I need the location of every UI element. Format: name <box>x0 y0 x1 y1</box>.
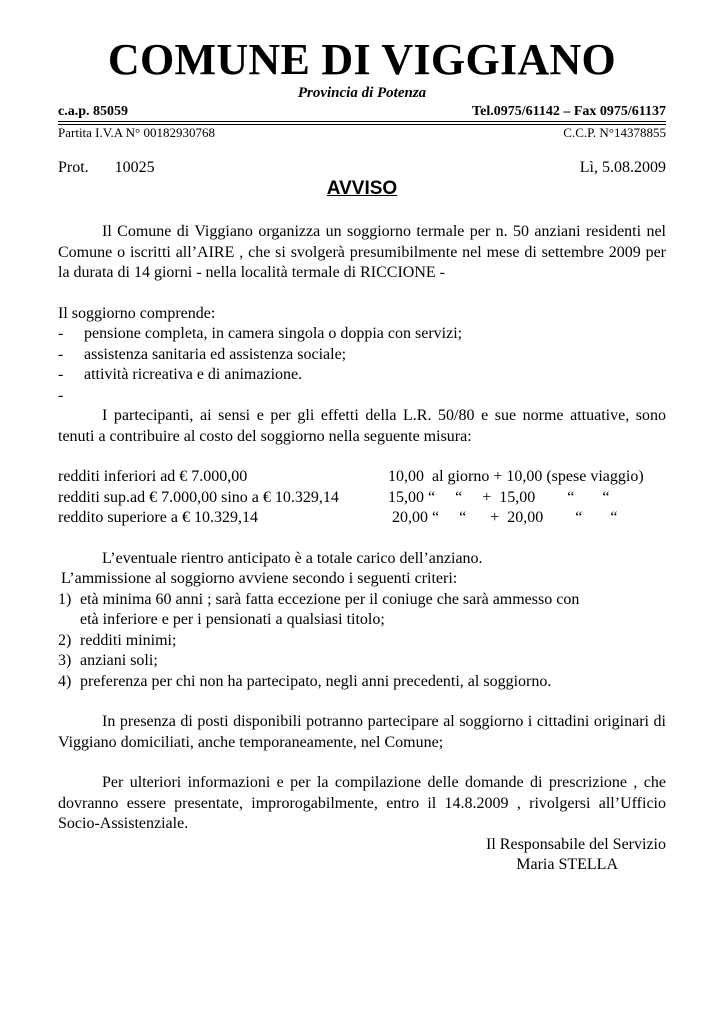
contribution-paragraph: I partecipanti, ai sensi e per gli effetti della L.R. 50/80 e sue norme attuative, sono tenuti a contribuire al costo del soggiorno nella seguente misura: <box>58 407 666 445</box>
list-item: - <box>58 386 64 404</box>
postal-code: c.a.p. 85059 <box>58 104 128 119</box>
protocol <box>58 159 155 177</box>
letterhead-contact-row <box>58 104 666 120</box>
vat-number: Partita I.V.A N° 00182930768 <box>58 125 215 140</box>
list-item: - assistenza sanitaria ed assistenza sociale; <box>58 345 347 363</box>
criteria-item: 3) anziani soli; <box>58 652 158 669</box>
notice-heading: AVVISO <box>326 178 398 199</box>
intro-paragraph: Il Comune di Viggiano organizza un soggiorno termale per n. 50 anziani residenti nel Comune o iscritti all’AIRE , che si svolgerà presumibilmente nel mese di settembre 2009 per la durata di 14 giorni - nella località termale di RICCIONE - <box>58 223 666 281</box>
rate-row: redditi sup.ad € 7.000,00 sino a € 10.329,14 15,00 “ “ + 15,00 “ “ <box>58 488 610 506</box>
admission-label: L’ammissione al soggiorno avviene secondo i seguenti criteri: <box>61 570 458 587</box>
includes-label: Il soggiorno comprende: <box>58 304 216 322</box>
list-item: - attività ricreativa e di animazione. <box>58 366 303 383</box>
criteria-item: 1) età minima 60 anni ; sarà fatta eccezione per il coniuge che sarà ammesso con <box>58 590 580 608</box>
tel-fax: Tel.0975/61142 – Fax 0975/61137 <box>472 104 666 119</box>
postal-account: C.C.P. N°14378855 <box>563 125 666 140</box>
protocol-number: 10025 <box>114 159 155 176</box>
notice-body <box>58 222 666 876</box>
letterhead-divider <box>58 121 666 122</box>
place-date: Lì, 5.08.2009 <box>579 159 666 176</box>
municipality-title: COMUNE DI VIGGIANO <box>107 35 617 84</box>
protocol-label: Prot. <box>58 159 89 176</box>
rate-row: redditi inferiori ad € 7.000,00 10,00 al giorno + 10,00 (spese viaggio) <box>58 468 644 485</box>
criteria-item: 2) redditi minimi; <box>58 631 177 649</box>
protocol-row <box>58 159 666 177</box>
info-paragraph: Per ulteriori informazioni e per la compilazione delle domande di prescrizione , che dovranno essere presentate, improrogabilmente, entro il 14.8.2009 , rivolgersi all’Ufficio Socio-Assistenziale. <box>58 774 666 832</box>
list-item: - pensione completa, in camera singola o doppia con servizi; <box>58 325 463 342</box>
province-subtitle: Provincia di Potenza <box>297 85 427 101</box>
signature-role: Il Responsabile del Servizio <box>486 835 666 853</box>
rate-row: reddito superiore a € 10.329,14 20,00 “ “ + 20,00 “ “ <box>58 509 618 526</box>
criteria-item: 4) preferenza per chi non ha partecipato, negli anni precedenti, al soggiorno. <box>58 672 552 690</box>
letterhead-tax-row <box>58 125 666 141</box>
criteria-item-continuation: età inferiore e per i pensionati a qualsiasi titolo; <box>80 611 385 628</box>
early-return-paragraph: L’eventuale rientro anticipato è a totale carico dell’anziano. <box>102 549 483 567</box>
signature-name: Maria STELLA <box>516 856 618 873</box>
availability-paragraph: In presenza di posti disponibili potranno partecipare al soggiorno i cittadini originari di Viggiano domiciliati, anche temporaneamente, nel Comune; <box>58 713 666 751</box>
